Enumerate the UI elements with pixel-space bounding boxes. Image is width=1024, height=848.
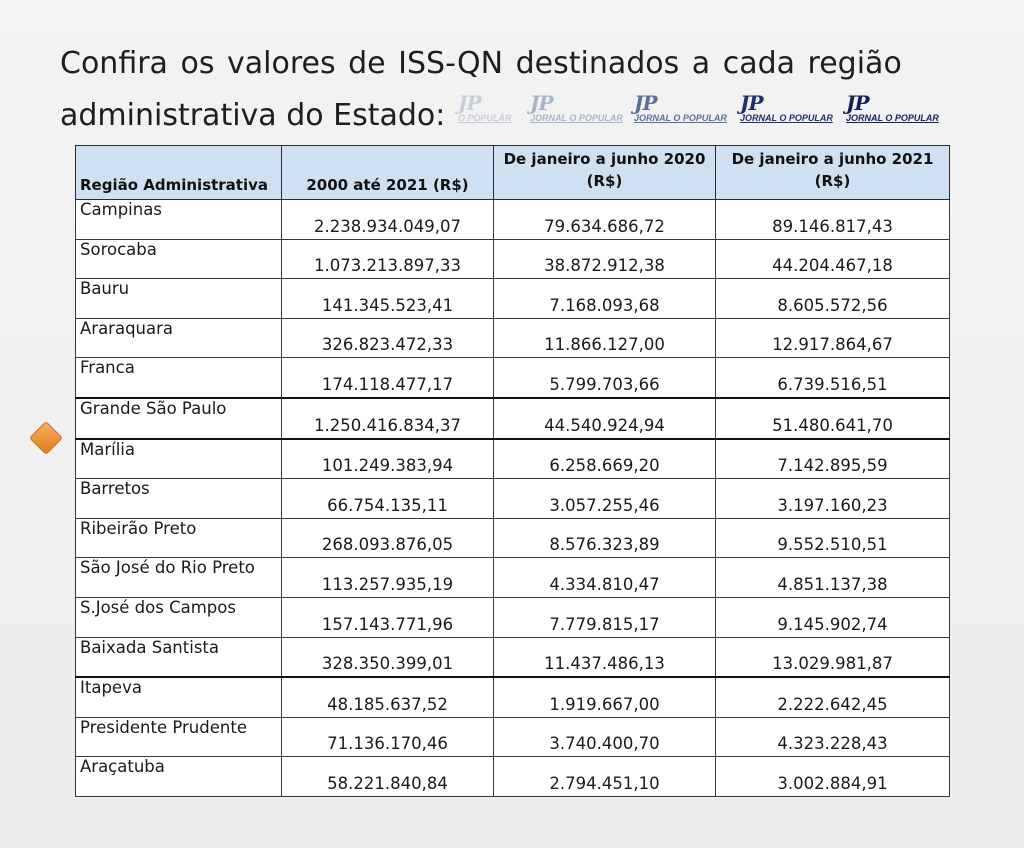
total-2000-2021-cell: 66.754.135,11 (282, 479, 494, 519)
jan-jun-2021-cell: 51.480.641,70 (716, 398, 950, 439)
jan-jun-2020-cell: 2.794.451,10 (494, 757, 716, 797)
jan-jun-2020-cell: 1.919.667,00 (494, 677, 716, 717)
total-2000-2021-cell: 328.350.399,01 (282, 637, 494, 677)
region-cell: Barretos (76, 479, 282, 519)
newspaper-logo (846, 93, 939, 129)
total-2000-2021-cell: 2.238.934.049,07 (282, 200, 494, 240)
logo-brand: JORNAL O POPULAR (740, 113, 833, 123)
table-row (76, 597, 950, 637)
column-header-total: 2000 até 2021 (R$) (282, 146, 494, 200)
logo-brand: JORNAL O POPULAR (530, 113, 623, 123)
region-cell: Marília (76, 439, 282, 479)
table-body (76, 200, 950, 797)
region-cell: Araçatuba (76, 757, 282, 797)
newspaper-logo (634, 93, 727, 129)
table-row (76, 200, 950, 240)
iss-qn-table (75, 145, 950, 797)
logo-mark: JP (458, 91, 481, 115)
region-cell: Ribeirão Preto (76, 518, 282, 558)
iss-qn-table-container (75, 145, 949, 797)
jan-jun-2021-cell: 4.851.137,38 (716, 558, 950, 598)
column-header-region: Região Administrativa (76, 146, 282, 200)
logo-mark: JP (740, 91, 763, 115)
jan-jun-2020-cell: 7.168.093,68 (494, 279, 716, 319)
region-cell: Bauru (76, 279, 282, 319)
jan-jun-2021-cell: 3.002.884,91 (716, 757, 950, 797)
region-cell: Araraquara (76, 318, 282, 358)
table-header-row (76, 146, 950, 200)
row-marker-diamond-icon (29, 421, 63, 455)
table-row (76, 239, 950, 279)
total-2000-2021-cell: 71.136.170,46 (282, 717, 494, 757)
region-cell: Sorocaba (76, 239, 282, 279)
table-row (76, 318, 950, 358)
table-row (76, 757, 950, 797)
newspaper-logo (530, 93, 623, 129)
table-row (76, 398, 950, 439)
total-2000-2021-cell: 1.073.213.897,33 (282, 239, 494, 279)
table-row (76, 717, 950, 757)
total-2000-2021-cell: 268.093.876,05 (282, 518, 494, 558)
table-row (76, 479, 950, 519)
region-cell: Itapeva (76, 677, 282, 717)
jan-jun-2021-cell: 13.029.981,87 (716, 637, 950, 677)
jan-jun-2020-cell: 3.740.400,70 (494, 717, 716, 757)
jan-jun-2020-cell: 6.258.669,20 (494, 439, 716, 479)
region-cell: Grande São Paulo (76, 398, 282, 439)
jan-jun-2020-cell: 3.057.255,46 (494, 479, 716, 519)
jan-jun-2021-cell: 3.197.160,23 (716, 479, 950, 519)
jan-jun-2020-cell: 5.799.703,66 (494, 358, 716, 398)
jan-jun-2021-cell: 12.917.864,67 (716, 318, 950, 358)
region-cell: São José do Rio Preto (76, 558, 282, 598)
jan-jun-2021-cell: 7.142.895,59 (716, 439, 950, 479)
table-row (76, 279, 950, 319)
total-2000-2021-cell: 326.823.472,33 (282, 318, 494, 358)
table-row (76, 637, 950, 677)
total-2000-2021-cell: 1.250.416.834,37 (282, 398, 494, 439)
logo-mark: JP (530, 91, 553, 115)
table-row (76, 439, 950, 479)
region-cell: S.José dos Campos (76, 597, 282, 637)
jan-jun-2020-cell: 11.437.486,13 (494, 637, 716, 677)
table-row (76, 358, 950, 398)
total-2000-2021-cell: 58.221.840,84 (282, 757, 494, 797)
jan-jun-2021-cell: 8.605.572,56 (716, 279, 950, 319)
logo-brand: O POPULAR (458, 113, 512, 123)
jan-jun-2021-cell: 4.323.228,43 (716, 717, 950, 757)
newspaper-logo-strip (458, 93, 948, 129)
total-2000-2021-cell: 141.345.523,41 (282, 279, 494, 319)
column-header-2020: De janeiro a junho 2020 (R$) (494, 146, 716, 200)
region-cell: Presidente Prudente (76, 717, 282, 757)
jan-jun-2021-cell: 9.145.902,74 (716, 597, 950, 637)
table-row (76, 518, 950, 558)
newspaper-logo (458, 93, 512, 129)
jan-jun-2020-cell: 7.779.815,17 (494, 597, 716, 637)
total-2000-2021-cell: 101.249.383,94 (282, 439, 494, 479)
jan-jun-2020-cell: 44.540.924,94 (494, 398, 716, 439)
total-2000-2021-cell: 174.118.477,17 (282, 358, 494, 398)
region-cell: Franca (76, 358, 282, 398)
total-2000-2021-cell: 48.185.637,52 (282, 677, 494, 717)
region-cell: Baixada Santista (76, 637, 282, 677)
jan-jun-2021-cell: 9.552.510,51 (716, 518, 950, 558)
total-2000-2021-cell: 157.143.771,96 (282, 597, 494, 637)
table-row (76, 558, 950, 598)
jan-jun-2021-cell: 6.739.516,51 (716, 358, 950, 398)
logo-brand: JORNAL O POPULAR (846, 113, 939, 123)
region-cell: Campinas (76, 200, 282, 240)
jan-jun-2021-cell: 89.146.817,43 (716, 200, 950, 240)
jan-jun-2020-cell: 79.634.686,72 (494, 200, 716, 240)
jan-jun-2020-cell: 11.866.127,00 (494, 318, 716, 358)
table-row (76, 677, 950, 717)
logo-brand: JORNAL O POPULAR (634, 113, 727, 123)
jan-jun-2020-cell: 4.334.810,47 (494, 558, 716, 598)
logo-mark: JP (634, 91, 657, 115)
jan-jun-2021-cell: 2.222.642,45 (716, 677, 950, 717)
title-line-2: administrativa do Estado: (60, 98, 446, 133)
table-header (76, 146, 950, 200)
column-header-2021: De janeiro a junho 2021 (R$) (716, 146, 950, 200)
title-line-1: Confira os valores de ISS-QN destinados a cada região (60, 46, 902, 81)
total-2000-2021-cell: 113.257.935,19 (282, 558, 494, 598)
logo-mark: JP (846, 91, 869, 115)
jan-jun-2021-cell: 44.204.467,18 (716, 239, 950, 279)
jan-jun-2020-cell: 38.872.912,38 (494, 239, 716, 279)
newspaper-logo (740, 93, 833, 129)
jan-jun-2020-cell: 8.576.323,89 (494, 518, 716, 558)
